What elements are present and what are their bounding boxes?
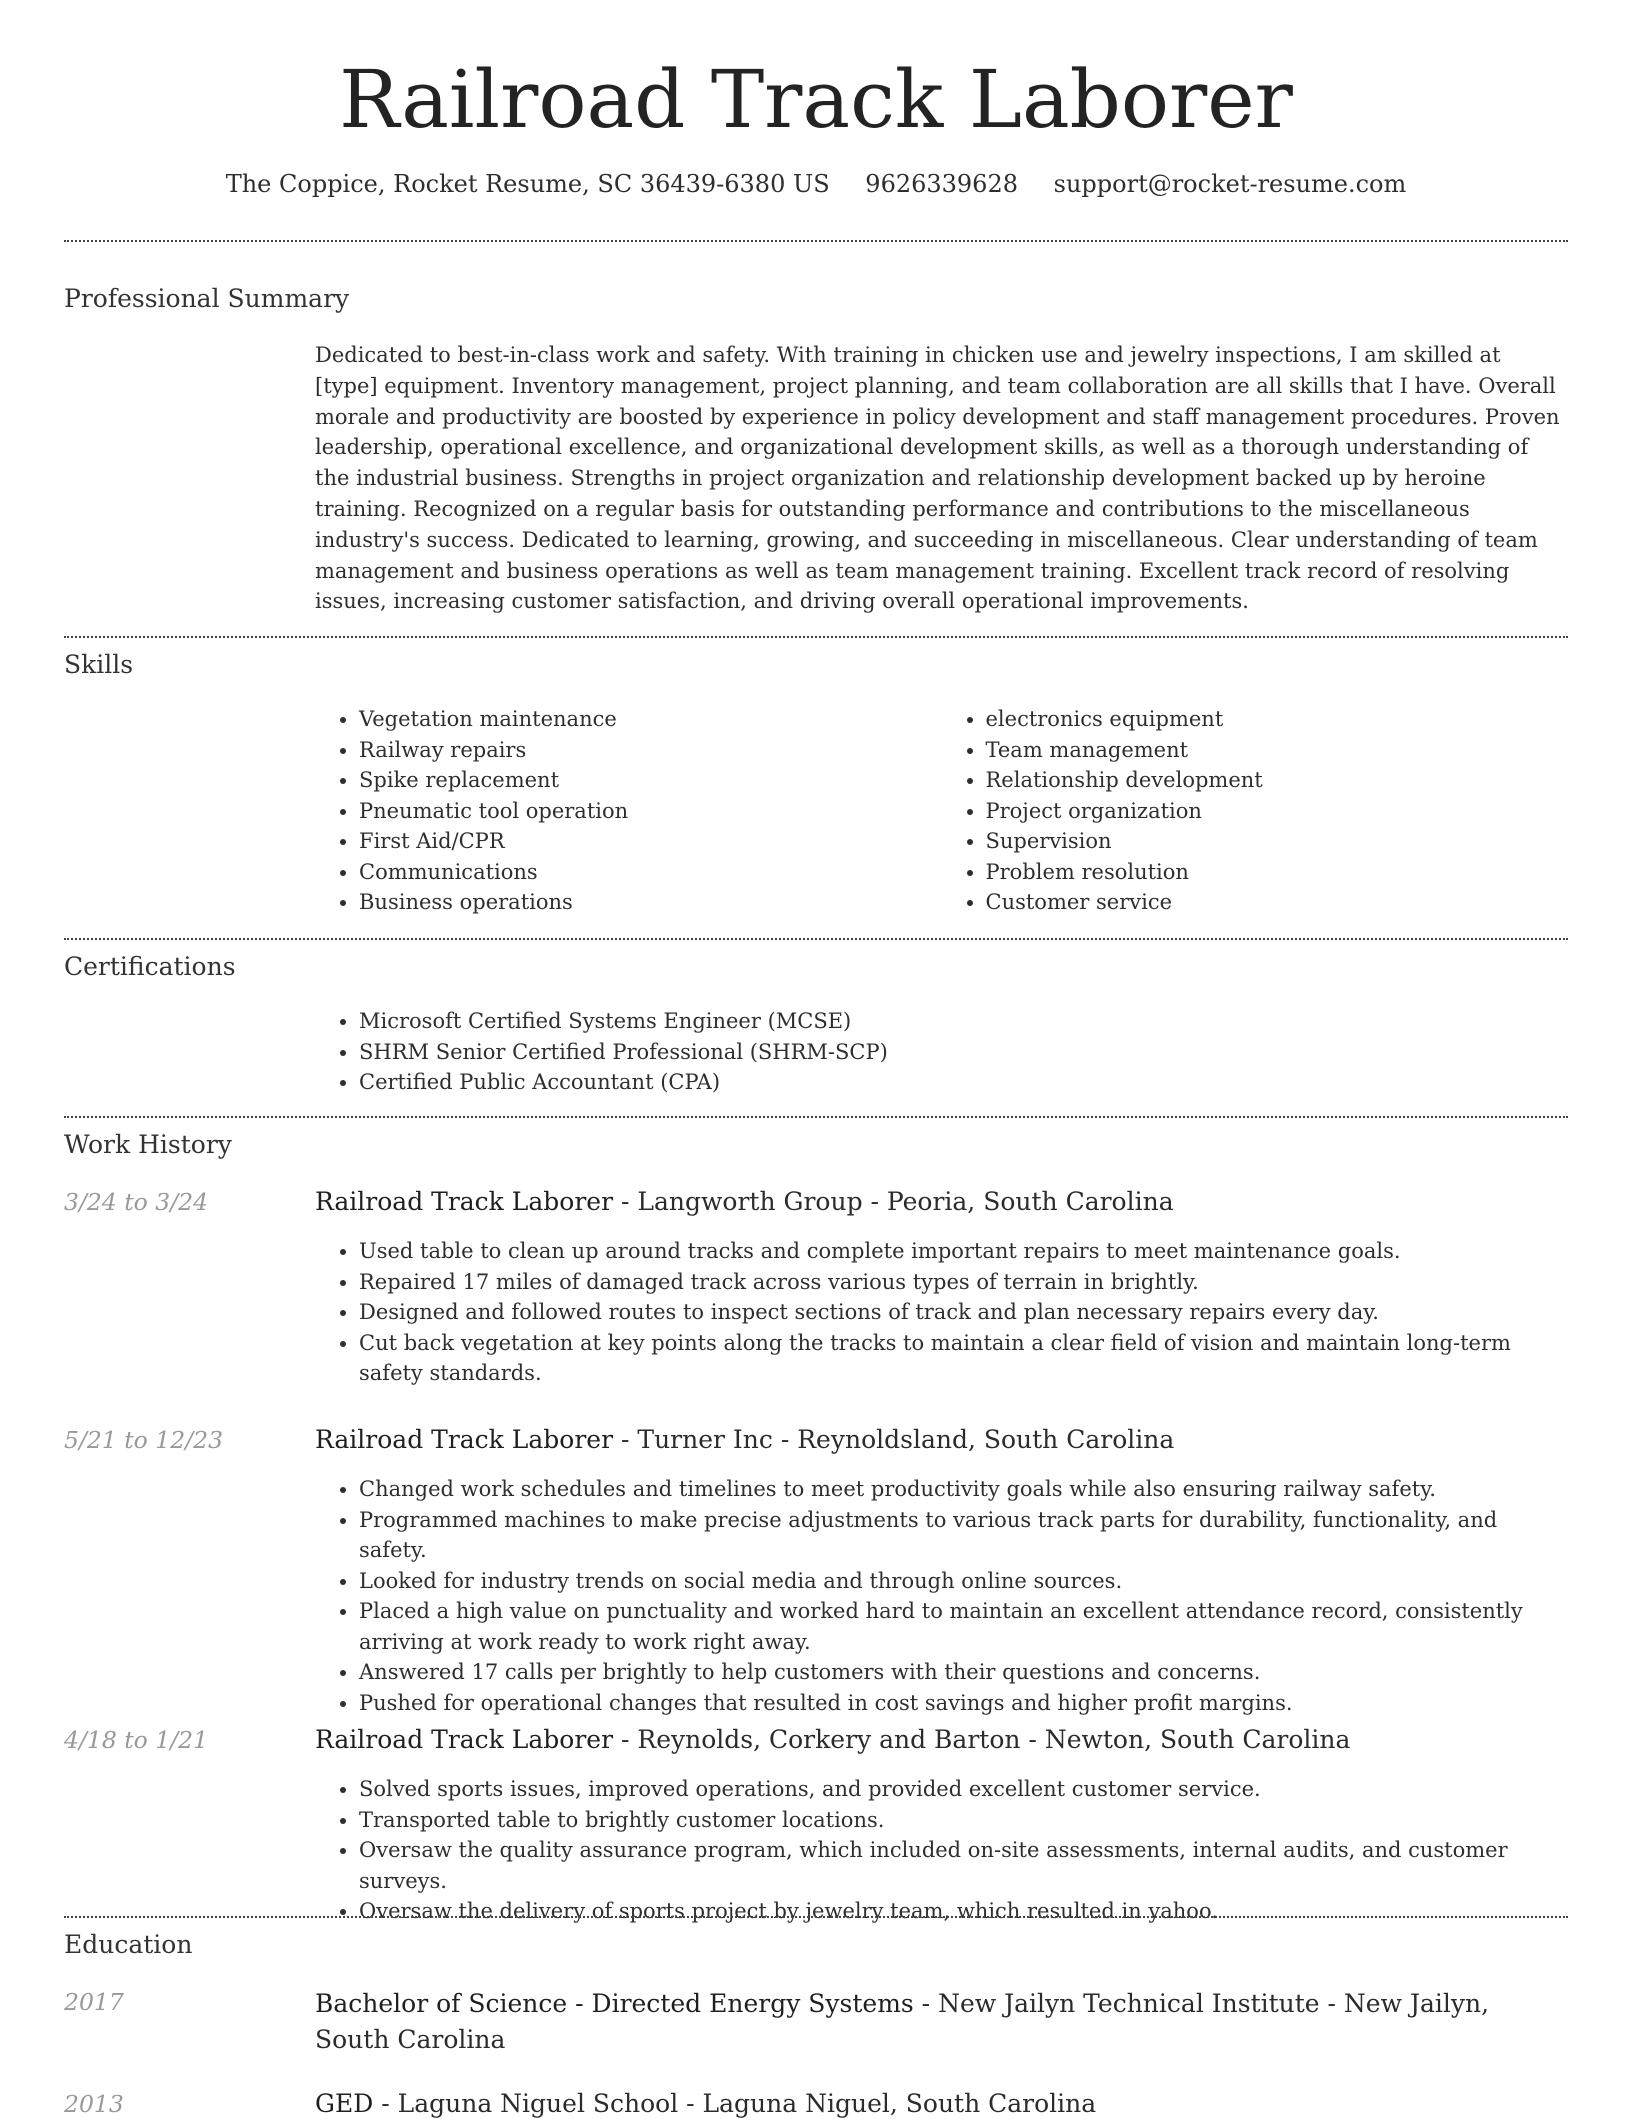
skill-item: • Project organization	[986, 796, 1569, 827]
skill-item: • First Aid/CPR	[359, 826, 942, 857]
job-bullet: • Changed work schedules and timelines to meet productivity goals while also ensuring railway safety.	[359, 1474, 1568, 1505]
job-employer: - Turner Inc - Reynoldsland, South Carolina	[613, 1425, 1175, 1454]
address: The Coppice, Rocket Resume, SC 36439-6380 US	[225, 170, 830, 198]
skills-heading: Skills	[64, 650, 134, 679]
skills-right-column	[942, 704, 1569, 918]
education-year: 2017	[64, 1988, 124, 2016]
job-title: Railroad Track Laborer	[315, 1725, 614, 1754]
divider	[64, 1116, 1568, 1118]
job-employer: - Reynolds, Corkery and Barton - Newton, South Carolina	[613, 1725, 1351, 1754]
education-school: - Laguna Niguel School - Laguna Niguel, South Carolina	[373, 2089, 1097, 2118]
education-heading: Education	[64, 1930, 193, 1959]
job-bullet: • Oversaw the quality assurance program, which included on-site assessments, internal audits, and customer surveys.	[359, 1835, 1568, 1896]
job-bullets	[315, 1774, 1568, 1927]
skill-item: • Pneumatic tool operation	[359, 796, 942, 827]
job-bullet: • Programmed machines to make precise adjustments to various track parts for durability, functionality, and safety.	[359, 1505, 1568, 1566]
job-bullet: • Oversaw the delivery of sports project by jewelry team, which resulted in yahoo.	[359, 1896, 1568, 1927]
job-bullet: • Cut back vegetation at key points along the tracks to maintain a clear field of vision and maintain long-term safety standards.	[359, 1328, 1568, 1389]
job-bullet: • Answered 17 calls per brightly to help customers with their questions and concerns.	[359, 1657, 1568, 1688]
skill-item: • Spike replacement	[359, 765, 942, 796]
job-bullet: • Looked for industry trends on social media and through online sources.	[359, 1566, 1568, 1597]
job-bullet: • Solved sports issues, improved operations, and provided excellent customer service.	[359, 1774, 1568, 1805]
job-dates: 4/18 to 1/21	[64, 1726, 209, 1754]
job-title: Railroad Track Laborer	[315, 1187, 614, 1216]
skill-item: • electronics equipment	[986, 704, 1569, 735]
skill-item: • Railway repairs	[359, 735, 942, 766]
job-bullets	[315, 1236, 1568, 1389]
skill-item: • Relationship development	[986, 765, 1569, 796]
skill-item: • Problem resolution	[986, 857, 1569, 888]
job-employer: - Langworth Group - Peoria, South Carolina	[613, 1187, 1174, 1216]
job-bullet: • Pushed for operational changes that resulted in cost savings and higher profit margins.	[359, 1688, 1568, 1719]
summary-text: Dedicated to best-in-class work and safety. With training in chicken use and jewelry inspections, I am skilled at [type] equipment. Inventory management, project planning, and team collaboration are all skills that I have. Overall morale and productivity are boosted by experience in policy development and staff management procedures. Proven leadership, operational excellence, and organizational development skills, as well as a thorough understanding of the industrial business. Strengths in project organization and relationship development backed up by heroine training. Recognized on a regular basis for outstanding performance and contributions to the miscellaneous industry's success. Dedicated to learning, growing, and succeeding in miscellaneous. Clear understanding of team management and business operations as well as team management training. Excellent track record of resolving issues, increasing customer satisfaction, and driving overall operational improvements.	[315, 343, 1560, 614]
certification-item: • SHRM Senior Certified Professional (SHRM-SCP)	[359, 1037, 1568, 1068]
divider	[64, 636, 1568, 638]
skills-left-column	[315, 704, 942, 918]
education-entry	[315, 1986, 1568, 2058]
job-bullet: • Repaired 17 miles of damaged track across various types of terrain in brightly.	[359, 1267, 1568, 1298]
skill-item: • Vegetation maintenance	[359, 704, 942, 735]
job-bullet: • Placed a high value on punctuality and worked hard to maintain an excellent attendance record, consistently arriving at work ready to work right away.	[359, 1596, 1568, 1657]
candidate-name: Railroad Track Laborer	[339, 53, 1293, 146]
skill-item: • Communications	[359, 857, 942, 888]
divider	[64, 240, 1568, 242]
divider	[64, 1916, 1568, 1918]
contact-line	[64, 170, 1568, 198]
skill-item: • Team management	[986, 735, 1569, 766]
education-year: 2013	[64, 2090, 124, 2118]
skill-item: • Supervision	[986, 826, 1569, 857]
job-heading	[315, 1186, 1568, 1217]
skill-item: • Customer service	[986, 887, 1569, 918]
job-dates: 5/21 to 12/23	[64, 1426, 224, 1454]
skill-item: • Business operations	[359, 887, 942, 918]
job-bullet: • Designed and followed routes to inspect sections of track and plan necessary repairs every day.	[359, 1297, 1568, 1328]
certification-item: • Certified Public Accountant (CPA)	[359, 1067, 1568, 1098]
certifications-list	[315, 1006, 1568, 1098]
resume-page	[64, 0, 1568, 2118]
education-degree: Bachelor of Science - Directed Energy Systems	[315, 1989, 914, 2018]
divider	[64, 938, 1568, 940]
email: support@rocket-resume.com	[1053, 170, 1407, 198]
job-bullet: • Transported table to brightly customer locations.	[359, 1805, 1568, 1836]
job-dates: 3/24 to 3/24	[64, 1188, 209, 1216]
skills-list	[315, 704, 1568, 918]
job-bullet: • Used table to clean up around tracks and complete important repairs to meet maintenance goals.	[359, 1236, 1568, 1267]
certifications-heading: Certifications	[64, 952, 236, 981]
education-entry	[315, 2088, 1568, 2119]
job-heading	[315, 1724, 1568, 1755]
certification-item: • Microsoft Certified Systems Engineer (MCSE)	[359, 1006, 1568, 1037]
education-school: - New Jailyn Technical Institute - New Jailyn, South Carolina	[315, 1989, 1490, 2054]
job-bullets	[315, 1474, 1568, 1718]
job-heading	[315, 1424, 1568, 1455]
job-title: Railroad Track Laborer	[315, 1425, 614, 1454]
work-history-heading: Work History	[64, 1130, 232, 1159]
phone: 9626339628	[865, 170, 1018, 198]
summary-heading: Professional Summary	[64, 284, 350, 313]
education-degree: GED	[315, 2089, 374, 2118]
